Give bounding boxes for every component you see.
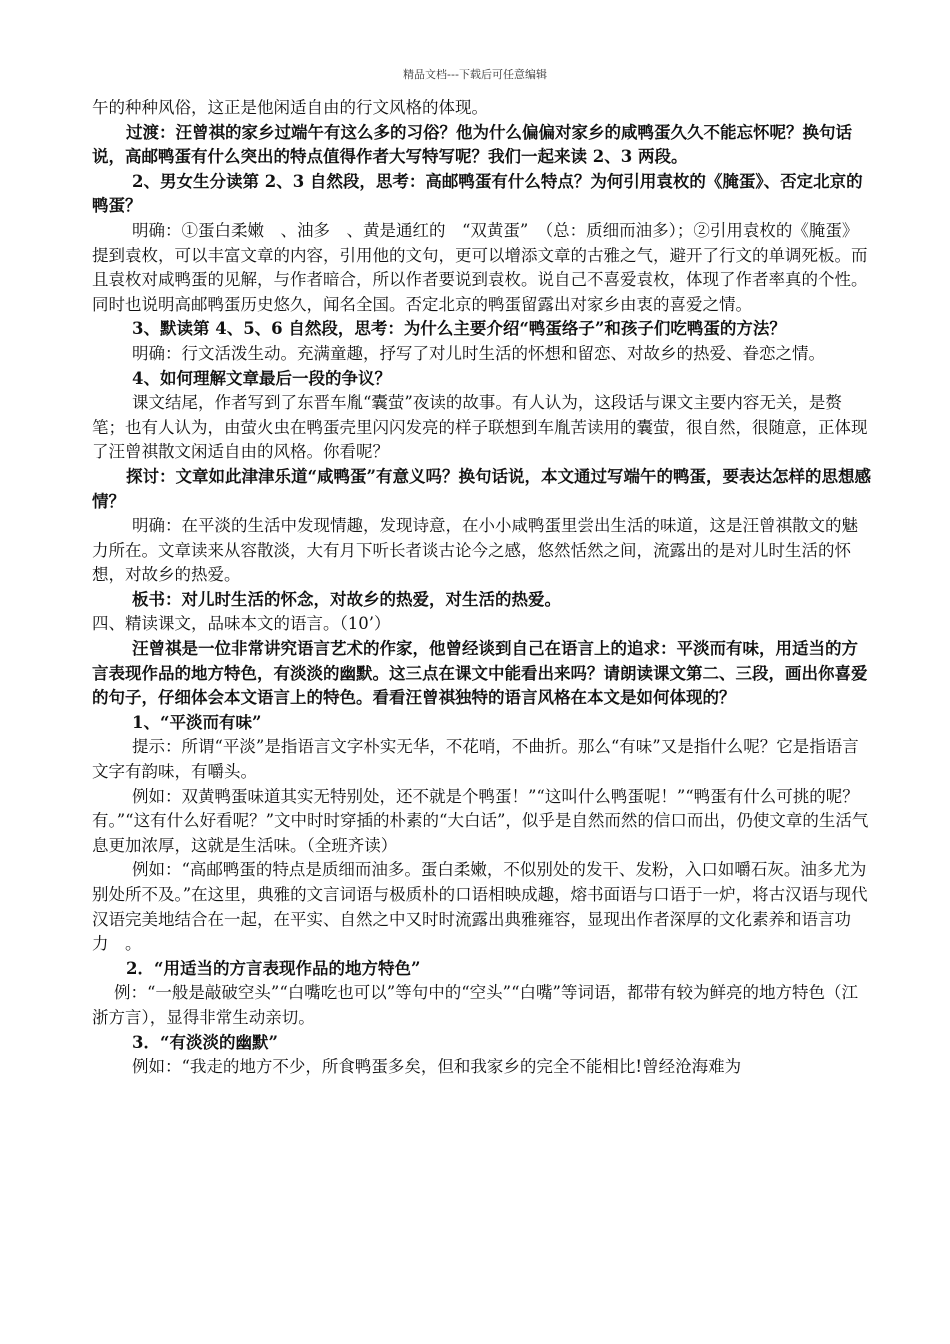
paragraph-13: 汪曾祺是一位非常讲究语言艺术的作家，他曾经谈到自己在语言上的追求：平淡而有味，用适当的方言表现作品的地方特色，有淡淡的幽默。这三点在课文中能看出来吗？请朗读课文第二、三段，画出你喜爱的句子，仔细体会本文语言上的特色。看看汪曾祺独特的语言风格在本文是如何体现的？ xyxy=(92,639,868,708)
paragraph-12: 四、精读课文，品味本文的语言。（10’） xyxy=(92,614,391,634)
paragraph-8: 课文结尾，作者写到了东晋车胤“囊萤”夜读的故事。有人认为，这段话与课文主要内容无关，是赘笔；也有人认为，由萤火虫在鸭蛋壳里闪闪发亮的样子联想到车胤苦读用的囊萤，很自然，很随意，正体现了汪曾祺散文闲适自由的风格。你看呢？ xyxy=(92,393,868,462)
paragraph-1: 午的种种风俗，这正是他闲适自由的行文风格的体现。 xyxy=(92,98,488,117)
paragraph-4: 明确：①蛋白柔嫩 、油多 、黄是通红的 “双黄蛋” （总：质细而油多）；②引用袁枚的《腌蛋》提到袁枚，可以丰富文章的内容，引用他的文句，更可以增添文章的古雅之气，避开了行文的单调死板。而且袁枚对咸鸭蛋的见解，与作者暗合，所以作者要说到袁枚。说自己不喜爱袁枚，体现了作者率真的个性。同时也说明高邮鸭蛋历史悠久，闻名全国。否定北京的鸭蛋留露出对家乡由衷的喜爱之情。 xyxy=(92,220,868,314)
paragraph-15: 提示：所谓“平淡”是指语言文字朴实无华，不花哨，不曲折。那么“有味”又是指什么呢？它是指语言文字有韵味，有嚼头。 xyxy=(92,737,859,782)
paragraph-2: 过渡：汪曾祺的家乡过端午有这么多的习俗？他为什么偏偏对家乡的咸鸭蛋久久不能忘怀呢？换句话说，高邮鸭蛋有什么突出的特点值得作者大写特写呢？我们一起来读 2、3 两段。 xyxy=(92,122,852,167)
paragraph-5: 3、默读第 4、5、6 自然段，思考：为什么主要介绍“鸭蛋络子”和孩子们吃鸭蛋的方法？ xyxy=(132,319,786,339)
document-body xyxy=(92,96,872,1080)
paragraph-20: 3．“有淡淡的幽默” xyxy=(132,1032,278,1052)
paragraph-9: 探讨：文章如此津津乐道“咸鸭蛋”有意义吗？换句话说，本文通过写端午的鸭蛋，要表达怎样的思想感情？ xyxy=(92,466,871,511)
paragraph-3: 2、男女生分读第 2、3 自然段，思考：高邮鸭蛋有什么特点？为何引用袁枚的《腌蛋》、否定北京的鸭蛋？ xyxy=(92,171,863,216)
paragraph-10: 明确：在平淡的生活中发现情趣，发现诗意，在小小咸鸭蛋里尝出生活的味道，这是汪曾祺散文的魅力所在。文章读来从容散淡，大有月下听长者谈古论今之感，悠然恬然之间，流露出的是对儿时生活的怀想，对故乡的热爱。 xyxy=(92,516,858,585)
paragraph-7: 4、如何理解文章最后一段的争议？ xyxy=(132,368,391,388)
paragraph-19: 例：“一般是敲破空头”“白嘴吃也可以”等句中的“空头”“白嘴”等词语，都带有较为鲜亮的地方特色（江浙方言），显得非常生动亲切。 xyxy=(92,983,858,1027)
paragraph-16: 例如：双黄鸭蛋味道其实无特别处，还不就是个鸭蛋！”“这叫什么鸭蛋呢！”“鸭蛋有什么可挑的呢？有。”“这有什么好看呢？”文中时时穿插的朴素的“大白话”，似乎是自然而然的信口而出，仍使文章的生活气息更加浓厚，这就是生活味。（全班齐读） xyxy=(92,786,869,855)
paragraph-17: 例如：“高邮鸭蛋的特点是质细而油多。蛋白柔嫩，不似别处的发干、发粉，入口如嚼石灰。油多尤为别处所不及。”在这里，典雅的文言词语与极质朴的口语相映成趣，熔书面语与口语于一炉，将古汉语与现代汉语完美地结合在一起，在平实、自然之中又时时流露出典雅雍容，显现出作者深厚的文化素养和语言功力 。 xyxy=(92,860,868,954)
paragraph-6: 明确：行文活泼生动。充满童趣，抒写了对儿时生活的怀想和留恋、对故乡的热爱、眷恋之情。 xyxy=(132,343,825,363)
paragraph-18: 2．“用适当的方言表现作品的地方特色” xyxy=(126,958,421,978)
paragraph-14: 1、“平淡而有味” xyxy=(132,712,262,732)
paragraph-21: 例如：“我走的地方不少，所食鸭蛋多矣，但和我家乡的完全不能相比!曾经沧海难为 xyxy=(132,1057,742,1077)
page-header: 精品文档---下载后可任意编辑 xyxy=(403,68,547,81)
paragraph-11: 板书：对儿时生活的怀念，对故乡的热爱，对生活的热爱。 xyxy=(132,589,561,609)
